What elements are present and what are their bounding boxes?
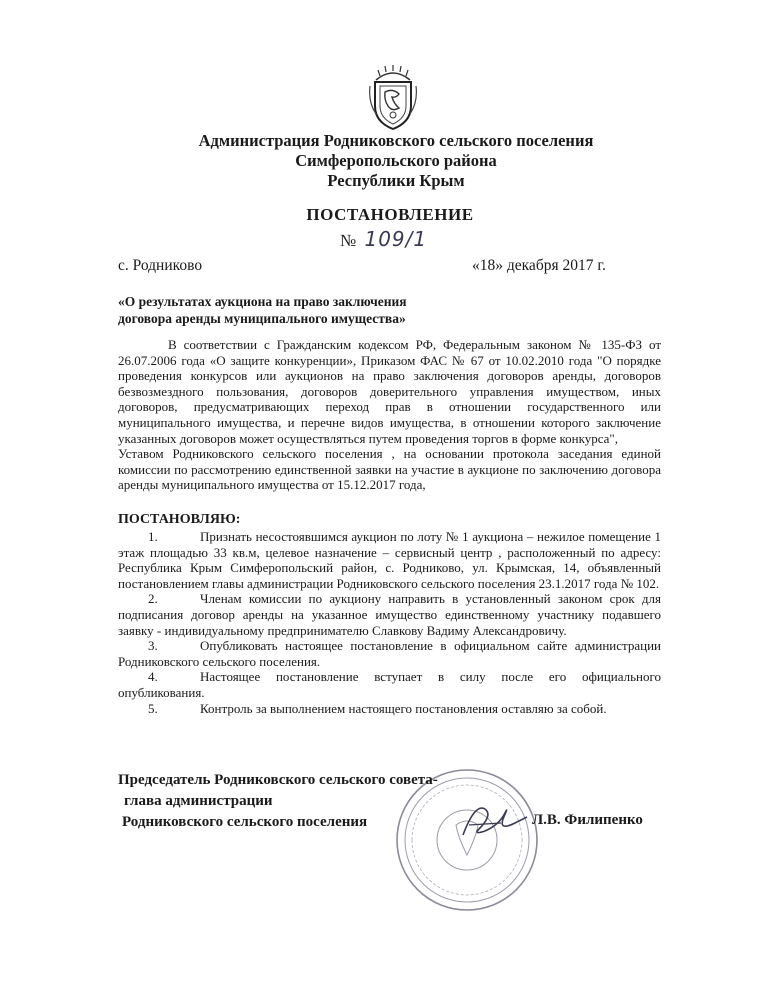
decree-heading: ПОСТАНОВЛЯЮ: — [118, 512, 241, 527]
decree-items — [118, 529, 661, 716]
item-number: 1. — [148, 529, 158, 544]
header-line-1: Администрация Родниковского сельского поселения — [198, 131, 594, 150]
item-number: 4. — [148, 669, 158, 685]
decree-item — [118, 529, 661, 591]
document-number — [340, 227, 470, 251]
document-subject — [118, 293, 458, 327]
number-prefix: № — [340, 231, 357, 250]
decree-item — [118, 669, 661, 700]
item-text: Контроль за выполнением настоящего постановления оставляю за собой. — [200, 700, 607, 716]
preamble — [118, 337, 661, 493]
decree-item — [118, 701, 661, 717]
subject-line-1: «О результатах аукциона на право заключения — [118, 294, 407, 309]
item-number: 5. — [148, 700, 158, 716]
item-text: Признать несостоявшимся аукцион по лоту № 1 аукциона – нежилое помещение 1 этаж площадью 33 кв.м, целевое назначение – сервисный центр , расположенный по адресу: Республика Крым Симферопольский район, с. Родниково, ул. Крымская, 14, объявленный постановлением главы администрации Родниковского сельского поселения 23.1.2017 года № 102. — [118, 529, 661, 591]
document-place: с. Родниково — [118, 257, 203, 274]
organization-header — [150, 131, 642, 191]
document-title: ПОСТАНОВЛЕНИЕ — [306, 205, 474, 224]
item-text: Настоящее постановление вступает в силу после его официального опубликования. — [118, 669, 661, 700]
item-number: 2. — [148, 591, 158, 607]
signer-position-line-1: Председатель Родниковского сельского совета- — [118, 772, 438, 788]
document-date: «18» декабря 2017 г. — [472, 257, 606, 274]
handwritten-number: 109/1 — [364, 227, 428, 251]
item-number: 3. — [148, 638, 158, 654]
decree-item — [118, 591, 661, 638]
item-text: Членам комиссии по аукциону направить в установленный законом срок для подписания договор аренды на указанное имущество единственному участнику подавшего заявку - индивидуальному предпринимателю Славкову Вадиму Александровичу. — [118, 591, 661, 638]
signer-name: Л.В. Филипенко — [532, 812, 643, 828]
item-text: Опубликовать настоящее постановление в официальном сайте администрации Родниковского сельского поселения. — [118, 638, 661, 669]
subject-line-2: договора аренды муниципального имущества» — [118, 311, 406, 326]
header-line-2: Симферопольского района — [295, 151, 497, 170]
signer-position-line-2: глава администрации — [124, 793, 273, 809]
header-line-3: Республики Крым — [327, 171, 465, 190]
signer-position-line-3: Родниковского сельского поселения — [122, 814, 368, 830]
coat-of-arms-icon — [366, 62, 420, 132]
preamble-paragraph-1: В соответствии с Гражданским кодексом РФ, Федеральным законом № 135-ФЗ от 26.07.2006 года «О защите конкуренции», Приказом ФАС № 67 от 10.02.2010 года "О порядке проведения конкурсов или аукционов на право заключения договоров аренды, договоров безвозмездного пользования, договоров доверительного управления имуществом, иных договоров, предусматривающих переход прав в отношении государственного или муниципального имущества, и перечне видов имущества, в отношении которого заключение указанных договоров может осуществляться путем проведения торгов в форме конкурса", — [118, 337, 661, 446]
preamble-paragraph-2: Уставом Родниковского сельского поселения , на основании протокола заседания единой комиссии по рассмотрению единственной заявки на участие в аукционе по заключению договора аренды муниципального имущества от 15.12.2017 года, — [118, 446, 661, 493]
decree-item — [118, 638, 661, 669]
